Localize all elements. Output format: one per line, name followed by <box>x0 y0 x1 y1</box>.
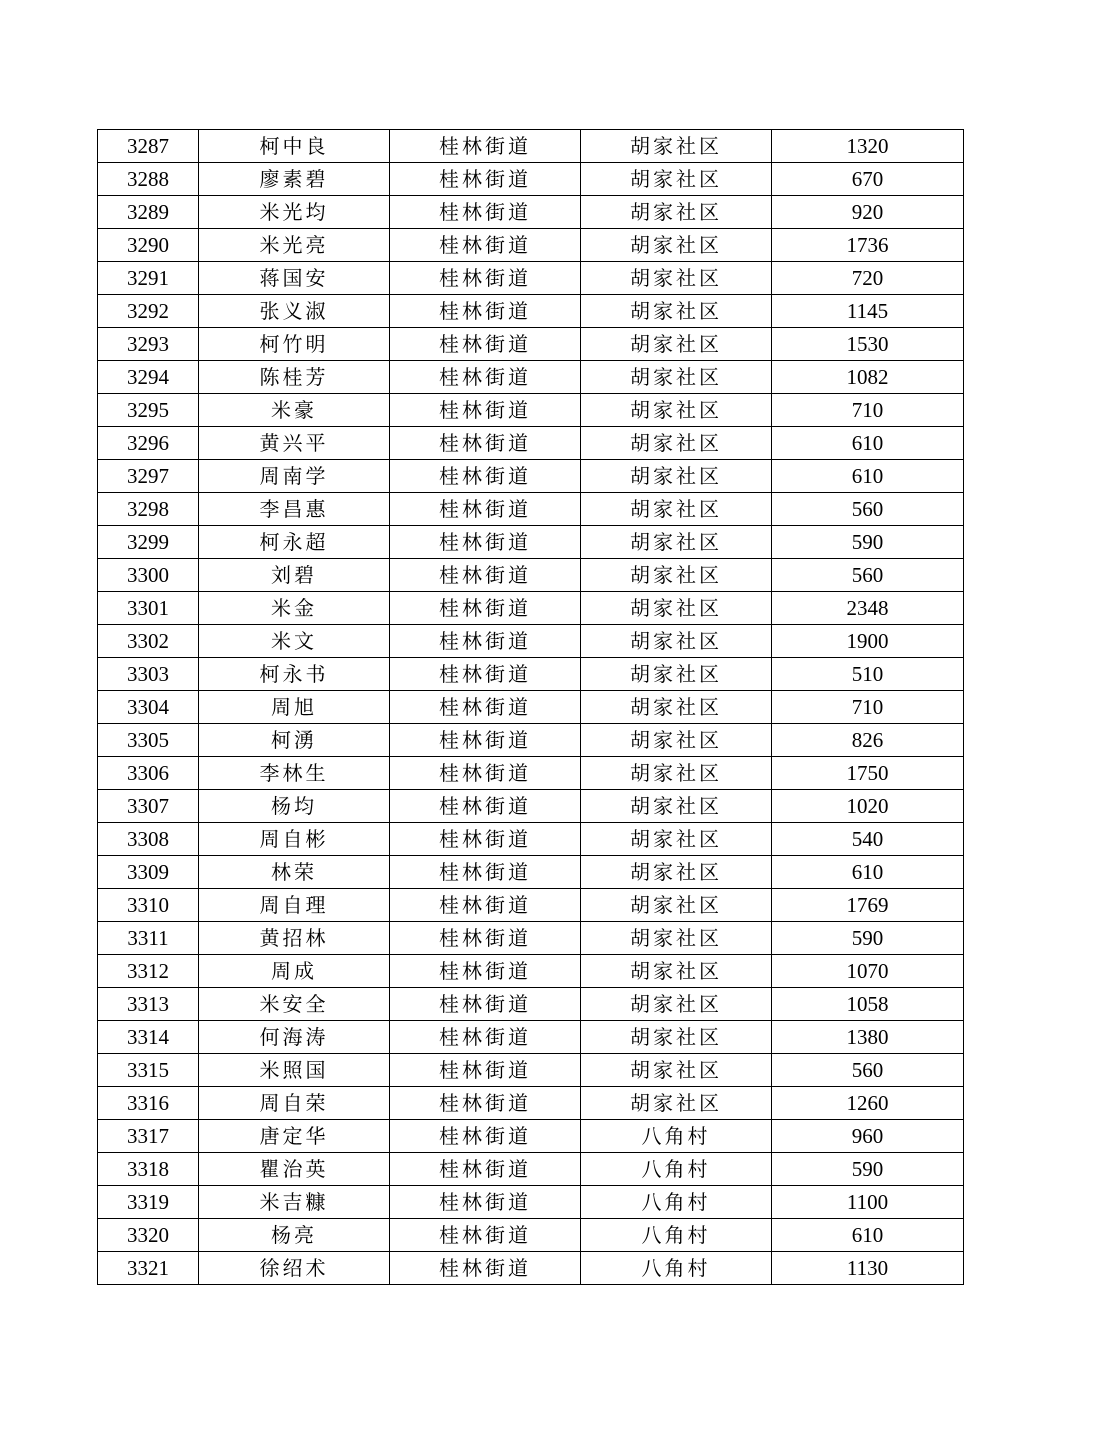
community-cell: 胡家社区 <box>581 328 772 361</box>
community-cell: 胡家社区 <box>581 922 772 955</box>
name-cell: 何海涛 <box>199 1021 390 1054</box>
row-number-cell: 3313 <box>98 988 199 1021</box>
table-row <box>98 427 964 460</box>
row-number-cell: 3288 <box>98 163 199 196</box>
subdistrict-cell: 桂林街道 <box>390 559 581 592</box>
row-number-cell: 3287 <box>98 130 199 163</box>
table-row <box>98 757 964 790</box>
subdistrict-cell: 桂林街道 <box>390 196 581 229</box>
name-cell: 杨亮 <box>199 1219 390 1252</box>
subdistrict-cell: 桂林街道 <box>390 625 581 658</box>
data-table <box>97 129 964 1285</box>
community-cell: 胡家社区 <box>581 559 772 592</box>
name-cell: 米光均 <box>199 196 390 229</box>
community-cell: 胡家社区 <box>581 262 772 295</box>
table-row <box>98 460 964 493</box>
community-cell: 胡家社区 <box>581 163 772 196</box>
amount-cell: 710 <box>772 394 964 427</box>
amount-cell: 1020 <box>772 790 964 823</box>
community-cell: 八角村 <box>581 1252 772 1285</box>
name-cell: 廖素碧 <box>199 163 390 196</box>
table-row <box>98 823 964 856</box>
name-cell: 周南学 <box>199 460 390 493</box>
name-cell: 周自荣 <box>199 1087 390 1120</box>
amount-cell: 670 <box>772 163 964 196</box>
name-cell: 黄兴平 <box>199 427 390 460</box>
row-number-cell: 3294 <box>98 361 199 394</box>
row-number-cell: 3299 <box>98 526 199 559</box>
row-number-cell: 3304 <box>98 691 199 724</box>
table-row <box>98 955 964 988</box>
table-body <box>98 130 964 1285</box>
row-number-cell: 3293 <box>98 328 199 361</box>
table-row <box>98 1153 964 1186</box>
name-cell: 唐定华 <box>199 1120 390 1153</box>
subdistrict-cell: 桂林街道 <box>390 394 581 427</box>
row-number-cell: 3305 <box>98 724 199 757</box>
subdistrict-cell: 桂林街道 <box>390 889 581 922</box>
name-cell: 周成 <box>199 955 390 988</box>
name-cell: 蒋国安 <box>199 262 390 295</box>
community-cell: 胡家社区 <box>581 493 772 526</box>
name-cell: 周自彬 <box>199 823 390 856</box>
row-number-cell: 3295 <box>98 394 199 427</box>
subdistrict-cell: 桂林街道 <box>390 988 581 1021</box>
community-cell: 胡家社区 <box>581 361 772 394</box>
row-number-cell: 3317 <box>98 1120 199 1153</box>
table-row <box>98 1186 964 1219</box>
table-row <box>98 394 964 427</box>
table-row <box>98 229 964 262</box>
row-number-cell: 3310 <box>98 889 199 922</box>
amount-cell: 1260 <box>772 1087 964 1120</box>
row-number-cell: 3297 <box>98 460 199 493</box>
amount-cell: 510 <box>772 658 964 691</box>
community-cell: 胡家社区 <box>581 1021 772 1054</box>
subdistrict-cell: 桂林街道 <box>390 163 581 196</box>
community-cell: 胡家社区 <box>581 394 772 427</box>
subdistrict-cell: 桂林街道 <box>390 361 581 394</box>
amount-cell: 1058 <box>772 988 964 1021</box>
table-row <box>98 889 964 922</box>
amount-cell: 1145 <box>772 295 964 328</box>
table-row <box>98 988 964 1021</box>
name-cell: 徐绍术 <box>199 1252 390 1285</box>
subdistrict-cell: 桂林街道 <box>390 955 581 988</box>
table-row <box>98 691 964 724</box>
row-number-cell: 3290 <box>98 229 199 262</box>
subdistrict-cell: 桂林街道 <box>390 1219 581 1252</box>
row-number-cell: 3321 <box>98 1252 199 1285</box>
community-cell: 胡家社区 <box>581 724 772 757</box>
amount-cell: 1530 <box>772 328 964 361</box>
community-cell: 胡家社区 <box>581 757 772 790</box>
subdistrict-cell: 桂林街道 <box>390 691 581 724</box>
amount-cell: 826 <box>772 724 964 757</box>
subdistrict-cell: 桂林街道 <box>390 229 581 262</box>
table-row <box>98 559 964 592</box>
table-row <box>98 658 964 691</box>
row-number-cell: 3307 <box>98 790 199 823</box>
table-row <box>98 1087 964 1120</box>
name-cell: 柯永超 <box>199 526 390 559</box>
amount-cell: 1130 <box>772 1252 964 1285</box>
community-cell: 胡家社区 <box>581 691 772 724</box>
table-row <box>98 1054 964 1087</box>
subdistrict-cell: 桂林街道 <box>390 262 581 295</box>
subdistrict-cell: 桂林街道 <box>390 526 581 559</box>
subdistrict-cell: 桂林街道 <box>390 757 581 790</box>
subdistrict-cell: 桂林街道 <box>390 1054 581 1087</box>
row-number-cell: 3308 <box>98 823 199 856</box>
community-cell: 胡家社区 <box>581 1087 772 1120</box>
community-cell: 胡家社区 <box>581 592 772 625</box>
row-number-cell: 3314 <box>98 1021 199 1054</box>
row-number-cell: 3303 <box>98 658 199 691</box>
community-cell: 胡家社区 <box>581 460 772 493</box>
row-number-cell: 3320 <box>98 1219 199 1252</box>
name-cell: 黄招林 <box>199 922 390 955</box>
row-number-cell: 3315 <box>98 1054 199 1087</box>
amount-cell: 1100 <box>772 1186 964 1219</box>
name-cell: 杨均 <box>199 790 390 823</box>
table-row <box>98 262 964 295</box>
table-row <box>98 1120 964 1153</box>
subdistrict-cell: 桂林街道 <box>390 922 581 955</box>
amount-cell: 1769 <box>772 889 964 922</box>
row-number-cell: 3302 <box>98 625 199 658</box>
table-row <box>98 790 964 823</box>
table-row <box>98 625 964 658</box>
name-cell: 米豪 <box>199 394 390 427</box>
amount-cell: 610 <box>772 460 964 493</box>
amount-cell: 720 <box>772 262 964 295</box>
community-cell: 胡家社区 <box>581 130 772 163</box>
community-cell: 胡家社区 <box>581 955 772 988</box>
row-number-cell: 3306 <box>98 757 199 790</box>
community-cell: 八角村 <box>581 1153 772 1186</box>
subdistrict-cell: 桂林街道 <box>390 1120 581 1153</box>
table-row <box>98 493 964 526</box>
row-number-cell: 3298 <box>98 493 199 526</box>
name-cell: 林荣 <box>199 856 390 889</box>
community-cell: 胡家社区 <box>581 1054 772 1087</box>
community-cell: 胡家社区 <box>581 427 772 460</box>
subdistrict-cell: 桂林街道 <box>390 1186 581 1219</box>
name-cell: 米光亮 <box>199 229 390 262</box>
row-number-cell: 3289 <box>98 196 199 229</box>
subdistrict-cell: 桂林街道 <box>390 295 581 328</box>
amount-cell: 1082 <box>772 361 964 394</box>
subdistrict-cell: 桂林街道 <box>390 1252 581 1285</box>
name-cell: 刘碧 <box>199 559 390 592</box>
subdistrict-cell: 桂林街道 <box>390 427 581 460</box>
name-cell: 米金 <box>199 592 390 625</box>
name-cell: 李昌惠 <box>199 493 390 526</box>
subdistrict-cell: 桂林街道 <box>390 856 581 889</box>
table-row <box>98 163 964 196</box>
row-number-cell: 3300 <box>98 559 199 592</box>
community-cell: 胡家社区 <box>581 889 772 922</box>
amount-cell: 560 <box>772 559 964 592</box>
community-cell: 胡家社区 <box>581 295 772 328</box>
table-row <box>98 1021 964 1054</box>
community-cell: 胡家社区 <box>581 526 772 559</box>
subdistrict-cell: 桂林街道 <box>390 790 581 823</box>
row-number-cell: 3309 <box>98 856 199 889</box>
community-cell: 胡家社区 <box>581 856 772 889</box>
amount-cell: 590 <box>772 526 964 559</box>
name-cell: 李林生 <box>199 757 390 790</box>
subdistrict-cell: 桂林街道 <box>390 724 581 757</box>
name-cell: 柯永书 <box>199 658 390 691</box>
name-cell: 柯中良 <box>199 130 390 163</box>
amount-cell: 710 <box>772 691 964 724</box>
table-row <box>98 1252 964 1285</box>
row-number-cell: 3296 <box>98 427 199 460</box>
amount-cell: 960 <box>772 1120 964 1153</box>
community-cell: 八角村 <box>581 1120 772 1153</box>
row-number-cell: 3301 <box>98 592 199 625</box>
table-row <box>98 361 964 394</box>
row-number-cell: 3316 <box>98 1087 199 1120</box>
community-cell: 八角村 <box>581 1219 772 1252</box>
name-cell: 柯竹明 <box>199 328 390 361</box>
community-cell: 八角村 <box>581 1186 772 1219</box>
table-row <box>98 724 964 757</box>
name-cell: 张义淑 <box>199 295 390 328</box>
community-cell: 胡家社区 <box>581 823 772 856</box>
amount-cell: 610 <box>772 856 964 889</box>
amount-cell: 610 <box>772 1219 964 1252</box>
community-cell: 胡家社区 <box>581 790 772 823</box>
community-cell: 胡家社区 <box>581 658 772 691</box>
amount-cell: 590 <box>772 1153 964 1186</box>
table-row <box>98 922 964 955</box>
table-row <box>98 856 964 889</box>
subdistrict-cell: 桂林街道 <box>390 1087 581 1120</box>
amount-cell: 590 <box>772 922 964 955</box>
community-cell: 胡家社区 <box>581 229 772 262</box>
row-number-cell: 3292 <box>98 295 199 328</box>
table-row <box>98 526 964 559</box>
amount-cell: 2348 <box>772 592 964 625</box>
row-number-cell: 3312 <box>98 955 199 988</box>
amount-cell: 1750 <box>772 757 964 790</box>
name-cell: 米文 <box>199 625 390 658</box>
subdistrict-cell: 桂林街道 <box>390 493 581 526</box>
name-cell: 柯湧 <box>199 724 390 757</box>
table-row <box>98 295 964 328</box>
table-row <box>98 328 964 361</box>
subdistrict-cell: 桂林街道 <box>390 823 581 856</box>
amount-cell: 560 <box>772 493 964 526</box>
row-number-cell: 3311 <box>98 922 199 955</box>
name-cell: 米安全 <box>199 988 390 1021</box>
amount-cell: 1070 <box>772 955 964 988</box>
subdistrict-cell: 桂林街道 <box>390 658 581 691</box>
row-number-cell: 3318 <box>98 1153 199 1186</box>
table-row <box>98 196 964 229</box>
table-row <box>98 1219 964 1252</box>
community-cell: 胡家社区 <box>581 196 772 229</box>
name-cell: 周旭 <box>199 691 390 724</box>
amount-cell: 920 <box>772 196 964 229</box>
row-number-cell: 3319 <box>98 1186 199 1219</box>
name-cell: 米照国 <box>199 1054 390 1087</box>
amount-cell: 1900 <box>772 625 964 658</box>
subdistrict-cell: 桂林街道 <box>390 130 581 163</box>
subdistrict-cell: 桂林街道 <box>390 592 581 625</box>
amount-cell: 560 <box>772 1054 964 1087</box>
name-cell: 米吉糠 <box>199 1186 390 1219</box>
community-cell: 胡家社区 <box>581 988 772 1021</box>
name-cell: 陈桂芳 <box>199 361 390 394</box>
subdistrict-cell: 桂林街道 <box>390 328 581 361</box>
amount-cell: 1380 <box>772 1021 964 1054</box>
subdistrict-cell: 桂林街道 <box>390 1021 581 1054</box>
subdistrict-cell: 桂林街道 <box>390 1153 581 1186</box>
table-row <box>98 592 964 625</box>
row-number-cell: 3291 <box>98 262 199 295</box>
community-cell: 胡家社区 <box>581 625 772 658</box>
table-row <box>98 130 964 163</box>
amount-cell: 540 <box>772 823 964 856</box>
name-cell: 周自理 <box>199 889 390 922</box>
amount-cell: 610 <box>772 427 964 460</box>
name-cell: 瞿治英 <box>199 1153 390 1186</box>
amount-cell: 1320 <box>772 130 964 163</box>
amount-cell: 1736 <box>772 229 964 262</box>
subdistrict-cell: 桂林街道 <box>390 460 581 493</box>
